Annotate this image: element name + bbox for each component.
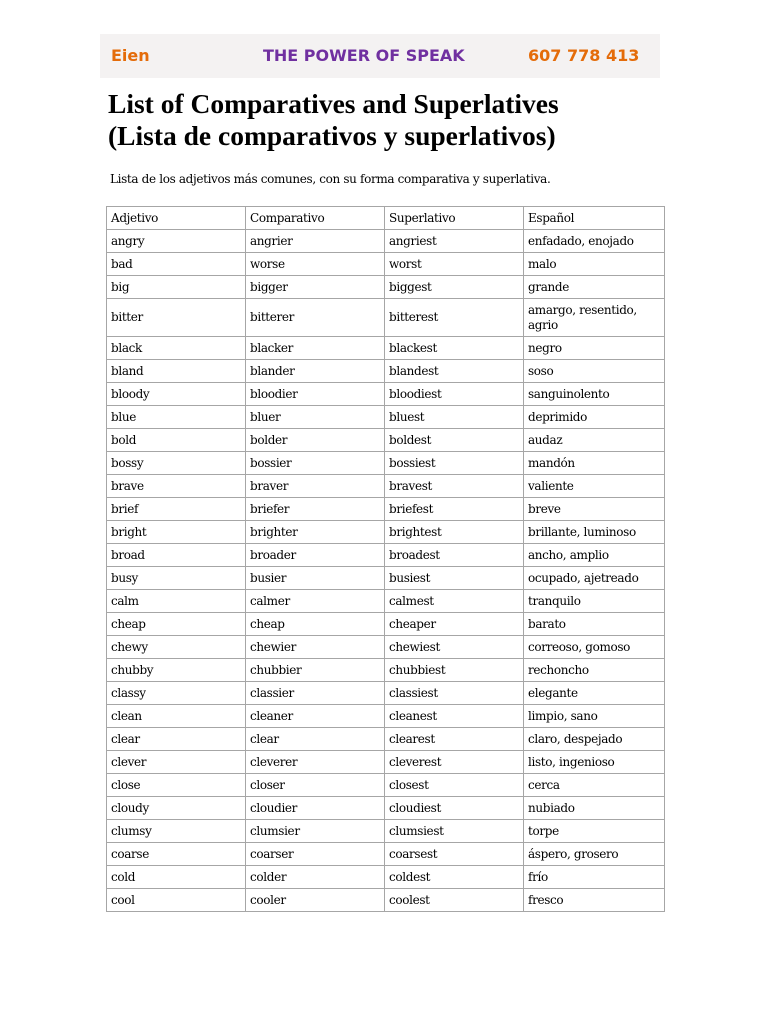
table-cell: clearest (385, 728, 524, 751)
table-cell: bland (107, 360, 246, 383)
table-cell: mandón (524, 452, 665, 475)
table-cell: coarse (107, 843, 246, 866)
table-cell: calm (107, 590, 246, 613)
table-cell: bluer (246, 406, 385, 429)
table-cell: claro, despejado (524, 728, 665, 751)
table-cell: clumsier (246, 820, 385, 843)
intro-text: Lista de los adjetivos más comunes, con su forma comparativa y superlativa. (110, 172, 551, 186)
table-cell: broad (107, 544, 246, 567)
table-cell: cerca (524, 774, 665, 797)
table-cell: frío (524, 866, 665, 889)
table-row (107, 866, 665, 889)
table-cell: correoso, gomoso (524, 636, 665, 659)
table-cell: deprimido (524, 406, 665, 429)
table-cell: cloudier (246, 797, 385, 820)
table-row (107, 429, 665, 452)
table-cell: coolest (385, 889, 524, 912)
adjectives-table (106, 206, 665, 912)
table-row (107, 590, 665, 613)
table-row (107, 797, 665, 820)
table-row (107, 820, 665, 843)
table-cell: worse (246, 253, 385, 276)
table-row (107, 498, 665, 521)
table-row (107, 299, 665, 337)
table-cell: clumsiest (385, 820, 524, 843)
table-cell: bloodiest (385, 383, 524, 406)
table-cell: coldest (385, 866, 524, 889)
table-cell: angrier (246, 230, 385, 253)
table-cell: rechoncho (524, 659, 665, 682)
table-row (107, 360, 665, 383)
table-cell: closest (385, 774, 524, 797)
table-row (107, 230, 665, 253)
table-cell: bossiest (385, 452, 524, 475)
table-cell: classy (107, 682, 246, 705)
table-cell: bad (107, 253, 246, 276)
table-row (107, 728, 665, 751)
column-header: Adjetivo (107, 207, 246, 230)
table-cell: fresco (524, 889, 665, 912)
table-row (107, 521, 665, 544)
table-cell: biggest (385, 276, 524, 299)
table-cell: worst (385, 253, 524, 276)
table-cell: blander (246, 360, 385, 383)
column-header: Español (524, 207, 665, 230)
table-cell: bloodier (246, 383, 385, 406)
table-cell: bravest (385, 475, 524, 498)
table-cell: chubbiest (385, 659, 524, 682)
table-cell: soso (524, 360, 665, 383)
table-cell: chewiest (385, 636, 524, 659)
table-cell: listo, ingenioso (524, 751, 665, 774)
table-row (107, 636, 665, 659)
table-cell: audaz (524, 429, 665, 452)
table-cell: brighter (246, 521, 385, 544)
table-header-row (107, 207, 665, 230)
table-cell: brightest (385, 521, 524, 544)
table-cell: bolder (246, 429, 385, 452)
table-cell: broader (246, 544, 385, 567)
table-cell: calmest (385, 590, 524, 613)
table-row (107, 751, 665, 774)
table-cell: coarser (246, 843, 385, 866)
table-cell: boldest (385, 429, 524, 452)
table-cell: bluest (385, 406, 524, 429)
table-cell: cleverer (246, 751, 385, 774)
table-cell: bright (107, 521, 246, 544)
table-cell: elegante (524, 682, 665, 705)
table-cell: ancho, amplio (524, 544, 665, 567)
table-cell: áspero, grosero (524, 843, 665, 866)
table-cell: broadest (385, 544, 524, 567)
table-row (107, 406, 665, 429)
table-cell: cleverest (385, 751, 524, 774)
table-row (107, 276, 665, 299)
table-cell: blue (107, 406, 246, 429)
table-row (107, 889, 665, 912)
table-cell: briefest (385, 498, 524, 521)
table-cell: blackest (385, 337, 524, 360)
table-cell: cheaper (385, 613, 524, 636)
table-cell: bold (107, 429, 246, 452)
table-cell: classier (246, 682, 385, 705)
table-cell: cool (107, 889, 246, 912)
table-row (107, 659, 665, 682)
table-cell: valiente (524, 475, 665, 498)
table-cell: cleaner (246, 705, 385, 728)
table-cell: close (107, 774, 246, 797)
header-title: THE POWER OF SPEAK (263, 46, 465, 65)
table-cell: chewy (107, 636, 246, 659)
table-cell: bitterer (246, 299, 385, 337)
table-cell: nubiado (524, 797, 665, 820)
column-header: Superlativo (385, 207, 524, 230)
table-row (107, 337, 665, 360)
table-cell: closer (246, 774, 385, 797)
table-cell: busier (246, 567, 385, 590)
table-row (107, 774, 665, 797)
table-cell: cloudiest (385, 797, 524, 820)
table-cell: breve (524, 498, 665, 521)
header-brand: Eien (111, 46, 150, 65)
table-cell: chubbier (246, 659, 385, 682)
table-cell: briefer (246, 498, 385, 521)
table-cell: cheap (107, 613, 246, 636)
table-row (107, 567, 665, 590)
table-cell: cleanest (385, 705, 524, 728)
table-cell: bitterest (385, 299, 524, 337)
table-cell: clumsy (107, 820, 246, 843)
table-cell: cheap (246, 613, 385, 636)
table-row (107, 544, 665, 567)
table-cell: coarsest (385, 843, 524, 866)
table-cell: big (107, 276, 246, 299)
table-cell: malo (524, 253, 665, 276)
table-row (107, 452, 665, 475)
table-cell: tranquilo (524, 590, 665, 613)
table-cell: cloudy (107, 797, 246, 820)
table-cell: cold (107, 866, 246, 889)
table-cell: cooler (246, 889, 385, 912)
table-cell: bloody (107, 383, 246, 406)
table-cell: angriest (385, 230, 524, 253)
table-cell: brillante, luminoso (524, 521, 665, 544)
table-cell: colder (246, 866, 385, 889)
table-row (107, 613, 665, 636)
table-row (107, 705, 665, 728)
table-cell: chewier (246, 636, 385, 659)
table-row (107, 682, 665, 705)
table-cell: limpio, sano (524, 705, 665, 728)
page-title-line2: (Lista de comparativos y superlativos) (108, 120, 556, 151)
table-cell: sanguinolento (524, 383, 665, 406)
table-cell: busiest (385, 567, 524, 590)
table-row (107, 253, 665, 276)
table-cell: classiest (385, 682, 524, 705)
table-cell: clean (107, 705, 246, 728)
table-cell: amargo, resentido, agrio (524, 299, 665, 337)
table-cell: enfadado, enojado (524, 230, 665, 253)
table-cell: bigger (246, 276, 385, 299)
column-header: Comparativo (246, 207, 385, 230)
table-cell: busy (107, 567, 246, 590)
table-cell: clear (246, 728, 385, 751)
table-cell: clear (107, 728, 246, 751)
table-cell: bitter (107, 299, 246, 337)
table-cell: torpe (524, 820, 665, 843)
table-cell: angry (107, 230, 246, 253)
page-title-line1: List of Comparatives and Superlatives (108, 88, 559, 119)
table-cell: black (107, 337, 246, 360)
table-row (107, 383, 665, 406)
table-cell: braver (246, 475, 385, 498)
header-phone: 607 778 413 (528, 46, 640, 65)
table-cell: brief (107, 498, 246, 521)
table-cell: barato (524, 613, 665, 636)
page-title (108, 88, 728, 152)
table-cell: ocupado, ajetreado (524, 567, 665, 590)
table-cell: calmer (246, 590, 385, 613)
table-cell: negro (524, 337, 665, 360)
table-cell: bossy (107, 452, 246, 475)
table-cell: grande (524, 276, 665, 299)
table-cell: blacker (246, 337, 385, 360)
table-row (107, 475, 665, 498)
table-cell: clever (107, 751, 246, 774)
table-cell: chubby (107, 659, 246, 682)
table-row (107, 843, 665, 866)
table-cell: brave (107, 475, 246, 498)
table-cell: blandest (385, 360, 524, 383)
table-cell: bossier (246, 452, 385, 475)
